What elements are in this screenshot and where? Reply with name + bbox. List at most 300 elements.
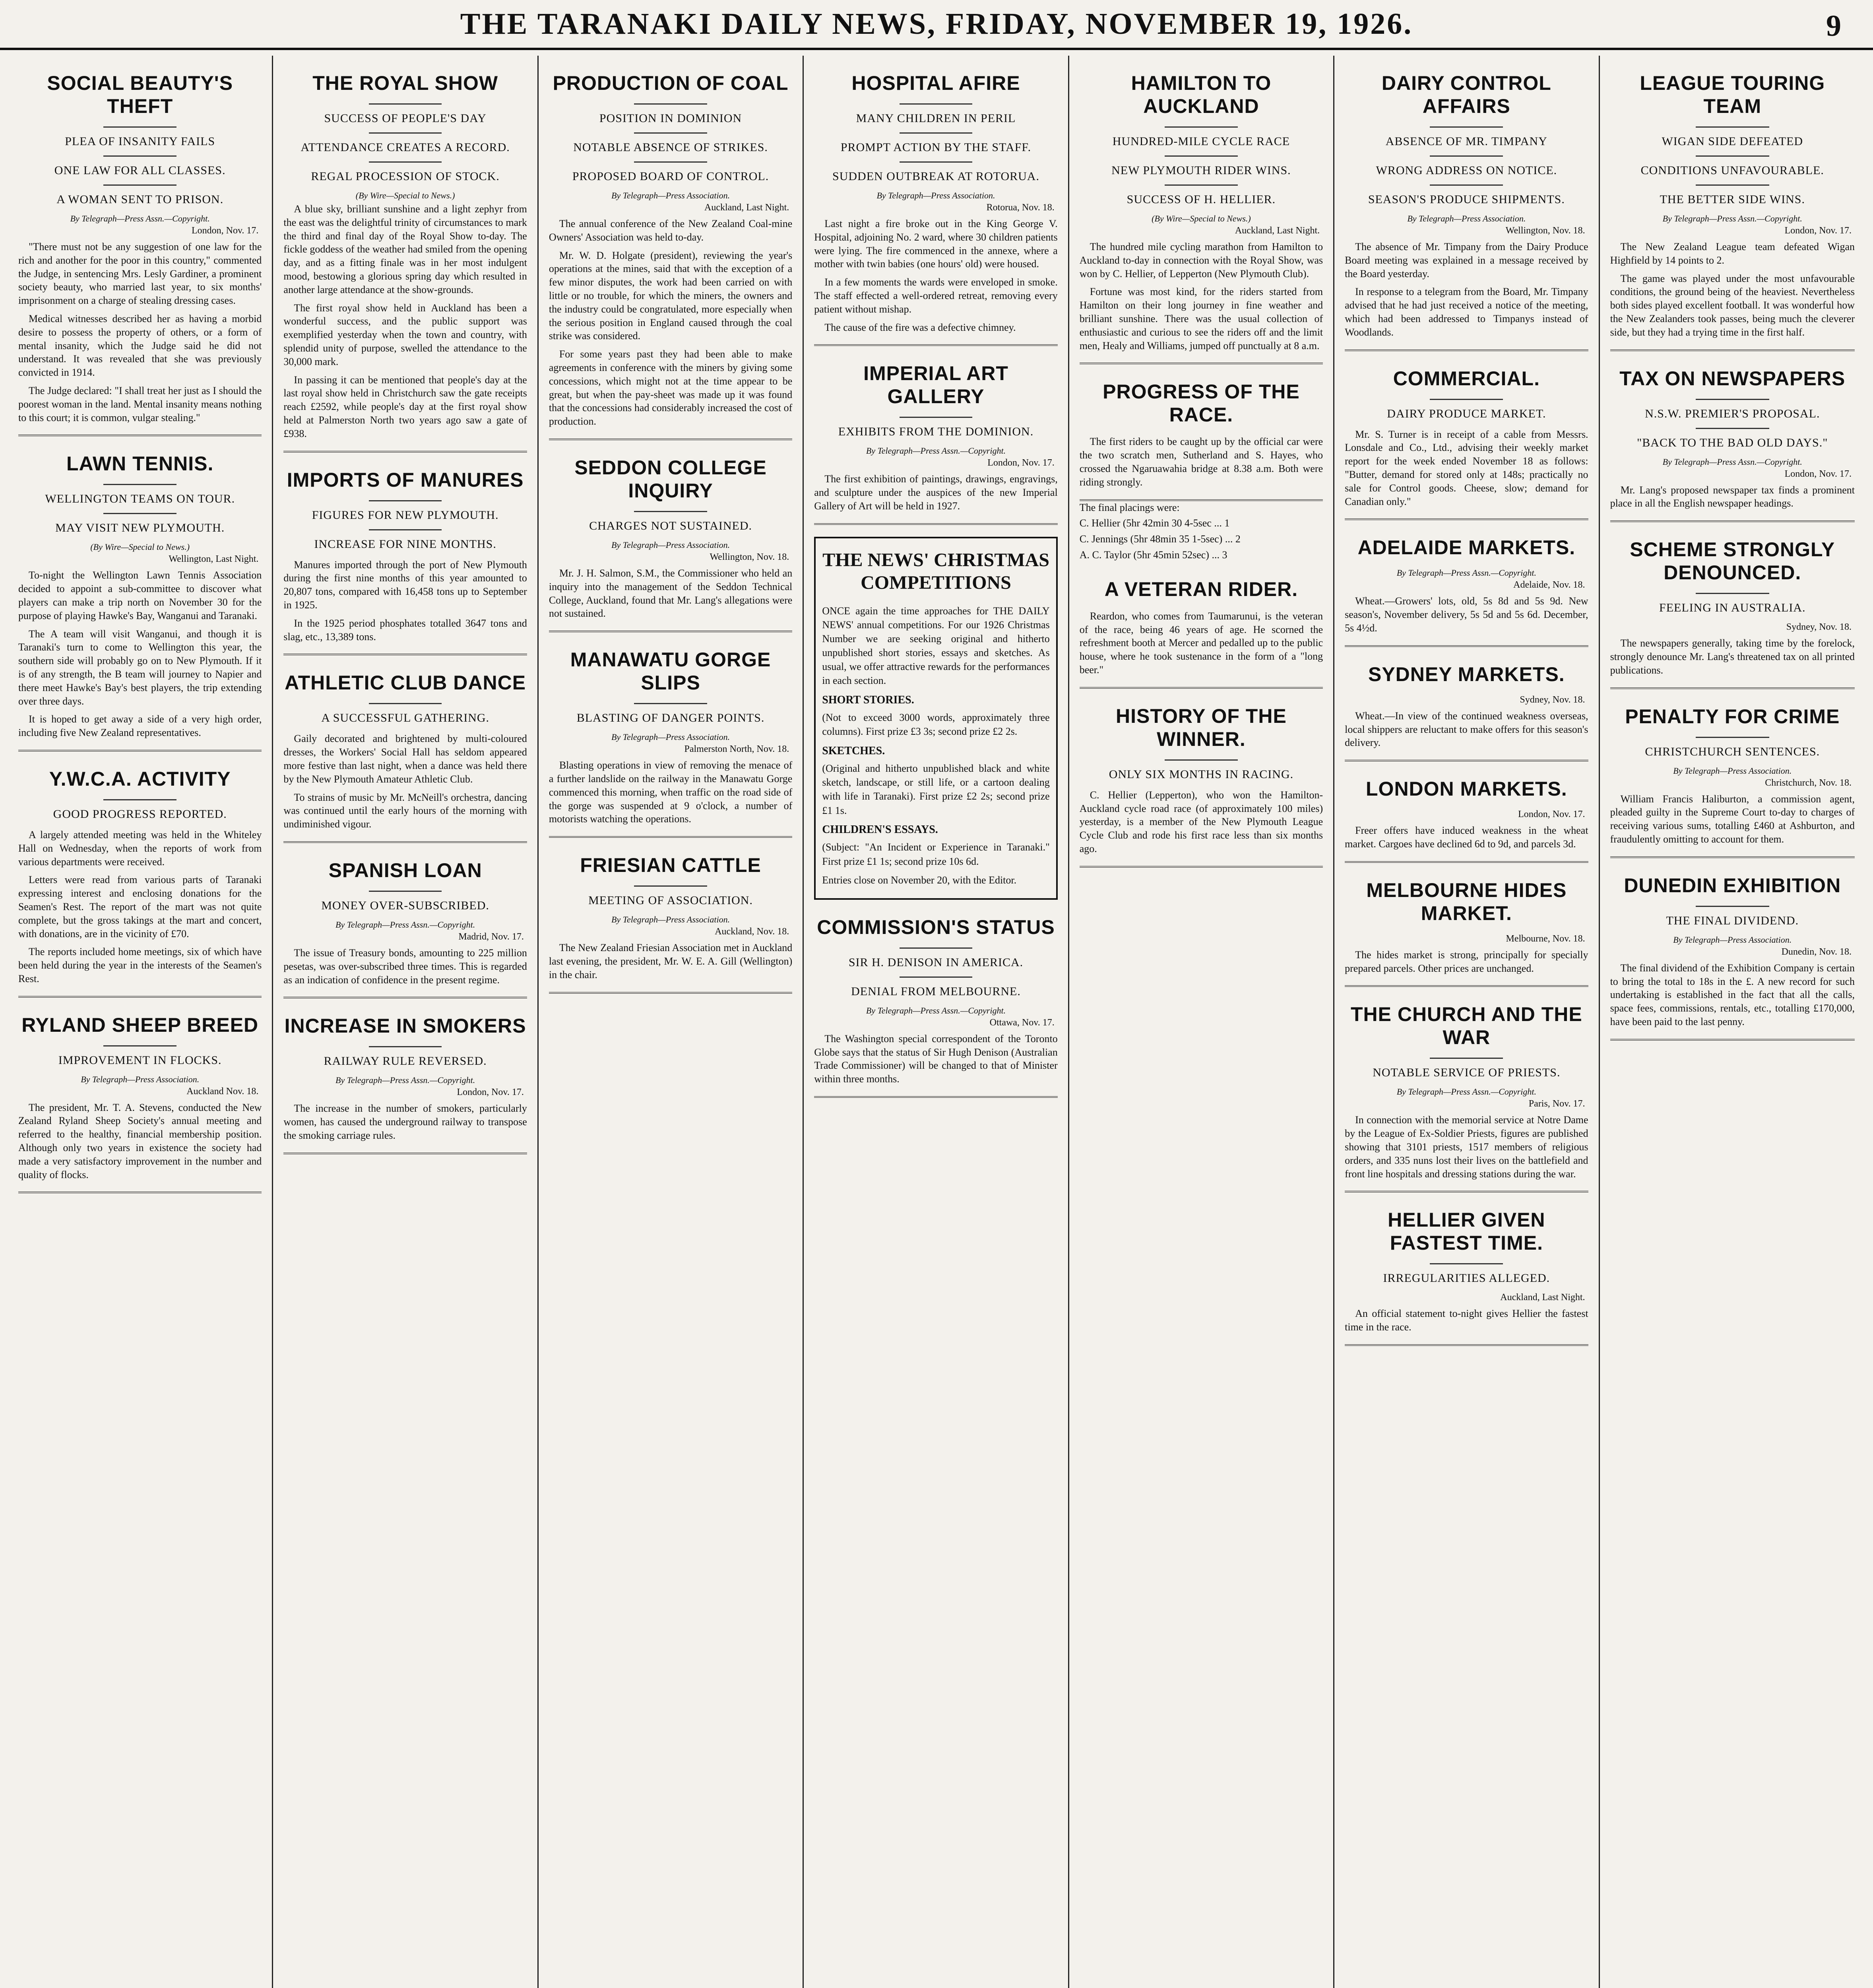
article-body bbox=[283, 946, 527, 986]
paragraph: Mr. J. H. Salmon, S.M., the Commissioner who held an inquiry into the management of the Seddon Technical College, Auckland, found that Mr. Lang's allegations were not sustained. bbox=[549, 567, 793, 619]
wire-credit: By Telegraph—Press Association. bbox=[611, 190, 730, 200]
column-divider bbox=[1080, 866, 1323, 868]
article-body bbox=[814, 217, 1057, 334]
article bbox=[283, 468, 527, 656]
article-body bbox=[1080, 240, 1323, 352]
paragraph: A blue sky, brilliant sunshine and a light zephyr from the east was the delightful trinity of circumstances to mark the third and final day of the Royal Show to-day. The fickle goddess of the weather had smiled from the opening day, and as a fitting finale was in her most indulgent mood, bestowing a glorious spring day which resulted in another large attendance at the show-grounds. bbox=[283, 203, 527, 295]
article-headline: LEAGUE TOURING TEAM bbox=[1640, 72, 1825, 117]
divider-rule bbox=[103, 1045, 176, 1046]
divider-rule bbox=[369, 500, 442, 501]
article-headline: DUNEDIN EXHIBITION bbox=[1624, 874, 1841, 897]
article bbox=[814, 916, 1057, 1098]
article-headline: INCREASE IN SMOKERS bbox=[284, 1015, 526, 1037]
article-subheading: PLEA OF INSANITY FAILS bbox=[65, 135, 215, 148]
article bbox=[549, 854, 792, 993]
paragraph: The reports included home meetings, six of which have been held during the year in the interests of the Seamen's Rest. bbox=[18, 946, 262, 984]
article bbox=[1610, 705, 1855, 858]
article bbox=[549, 648, 792, 838]
paragraph: Wheat.—Growers' lots, old, 5s 8d and 5s 9d. New season's, November delivery, 5s 5d and 5s 6d. December, 5s 4½d. bbox=[1345, 595, 1588, 634]
divider-rule bbox=[103, 184, 176, 186]
paragraph: In connection with the memorial service at Notre Dame by the League of Ex-Soldier Priests, figures are published showing that 3101 priests, 1517 members of religious orders, and 335 nuns lost their lives on the battlefield and front line hospitals and dressing stations during the war. bbox=[1345, 1114, 1588, 1180]
column-divider bbox=[1080, 687, 1323, 689]
article bbox=[1610, 72, 1855, 351]
article-subheading: HUNDRED-MILE CYCLE RACE bbox=[1112, 135, 1290, 148]
divider-rule bbox=[1696, 593, 1769, 594]
article bbox=[1080, 72, 1323, 364]
paragraph: The Washington special correspondent of the Toronto Globe says that the status of Sir Hugh Denison (Australian Trade Commissioner) will be changed to that of Minister within three months. bbox=[814, 1033, 1058, 1085]
dateline: Melbourne, Nov. 18. bbox=[1506, 933, 1585, 944]
article-subheading: ONLY SIX MONTHS IN RACING. bbox=[1109, 767, 1294, 781]
article-subheading: THE FINAL DIVIDEND. bbox=[1666, 914, 1799, 927]
column-divider bbox=[814, 1096, 1057, 1098]
article bbox=[1345, 663, 1588, 761]
column-divider bbox=[283, 1153, 527, 1154]
divider-rule bbox=[103, 126, 176, 128]
article-body bbox=[18, 1101, 262, 1182]
article-headline: FRIESIAN CATTLE bbox=[580, 854, 761, 877]
divider-rule bbox=[369, 161, 442, 163]
article-subheading: BLASTING OF DANGER POINTS. bbox=[576, 711, 765, 725]
divider-rule bbox=[634, 132, 707, 134]
column-divider bbox=[549, 992, 792, 994]
results-heading: The final placings were: bbox=[1079, 501, 1180, 513]
newspaper-column bbox=[804, 56, 1069, 1988]
wire-credit: By Telegraph—Press Association. bbox=[1673, 765, 1792, 776]
dateline: Dunedin, Nov. 18. bbox=[1781, 946, 1852, 957]
article-headline: MELBOURNE HIDES MARKET. bbox=[1366, 879, 1567, 924]
article bbox=[1610, 874, 1855, 1041]
article-subheading: NOTABLE SERVICE OF PRIESTS. bbox=[1373, 1066, 1561, 1079]
dateline: London, Nov. 17. bbox=[987, 458, 1055, 468]
article-subheading: EXHIBITS FROM THE DOMINION. bbox=[838, 425, 1034, 439]
article-headline: LONDON MARKETS. bbox=[1366, 778, 1567, 800]
article-body bbox=[1345, 709, 1588, 749]
divider-rule bbox=[900, 161, 973, 163]
divider-rule bbox=[1696, 906, 1769, 907]
column-divider bbox=[1610, 687, 1855, 689]
dateline: Auckland, Last Night. bbox=[1500, 1292, 1585, 1303]
paragraph: C. Hellier (Lepperton), who won the Hamilton-Auckland cycle road race (of approximately 100 miles) yesterday, is a member of the New Plymouth League Cycle Club and rode his first race less than six months ago. bbox=[1079, 789, 1323, 854]
results-row: C. Hellier (5hr 42min 30 4-5sec ... 1 bbox=[1079, 517, 1230, 529]
paragraph: Manures imported through the port of New Plymouth during the first nine months of this year amounted to 20,807 tons, compared with 16,458 tons up to September in 1925. bbox=[283, 559, 527, 611]
results-row: A. C. Taylor (5hr 45min 52sec) ... 3 bbox=[1079, 549, 1227, 561]
article-body bbox=[814, 472, 1057, 513]
advert-intro: ONCE again the time approaches for THE DAILY NEWS' annual competitions. For our 1926 Christmas Number we are seeking original and hitherto unpublished short stories, essays and sketches. As usual, we offer attractive rewards for the performances in each section. bbox=[822, 605, 1050, 687]
article bbox=[1080, 380, 1323, 501]
column-divider bbox=[1345, 861, 1588, 863]
article-body bbox=[1345, 240, 1588, 339]
divider-rule bbox=[103, 513, 176, 514]
divider-rule bbox=[634, 161, 707, 163]
article bbox=[1345, 72, 1588, 351]
column-divider bbox=[1610, 349, 1855, 351]
article-headline: HAMILTON TO AUCKLAND bbox=[1131, 72, 1272, 117]
divider-rule bbox=[103, 155, 176, 157]
paragraph: The A team will visit Wanganui, and though it is Taranaki's turn to come to Wellington this year, the southern side will probably go on to New Plymouth. If it is of any strength, the B team will journey to Napier and there meet Hawke's Bay's best players, the trip extending over three days. bbox=[18, 628, 262, 707]
divider-rule bbox=[1696, 126, 1769, 128]
article-headline: HISTORY OF THE WINNER. bbox=[1116, 705, 1287, 750]
dateline: Auckland, Last Night. bbox=[704, 202, 789, 213]
paragraph: "There must not be any suggestion of one law for the rich and another for the poor in this country," commented the Judge, in sentencing Mrs. Lesly Gardiner, a prominent society beauty, who married last year, to six months' imprisonment on a charge of stealing dressing cases. bbox=[18, 241, 262, 307]
paragraph: The first exhibition of paintings, drawings, engravings, and sculpture under the auspices of the new Imperial Gallery of Art will be held in 1927. bbox=[814, 473, 1058, 512]
page-number: 9 bbox=[1826, 9, 1841, 43]
article bbox=[1345, 777, 1588, 863]
divider-rule bbox=[1430, 1058, 1503, 1059]
article bbox=[549, 72, 792, 440]
article-subheading: FEELING IN AUSTRALIA. bbox=[1659, 601, 1806, 615]
article bbox=[1345, 367, 1588, 520]
column-divider bbox=[549, 836, 792, 838]
masthead bbox=[0, 0, 1873, 50]
divider-rule bbox=[369, 103, 442, 105]
dateline: Adelaide, Nov. 18. bbox=[1513, 580, 1585, 590]
article-body bbox=[814, 1032, 1057, 1086]
divider-rule bbox=[900, 132, 973, 134]
column-divider bbox=[283, 654, 527, 655]
dateline: Palmerston North, Nov. 18. bbox=[684, 744, 789, 755]
article-body bbox=[1610, 240, 1855, 339]
article-subheading: CHRISTCHURCH SENTENCES. bbox=[1645, 745, 1820, 758]
article-subheading: INCREASE FOR NINE MONTHS. bbox=[314, 537, 496, 551]
paragraph: Freer offers have induced weakness in the wheat market. Cargoes have declined 6d to 9d, and parcels 3d. bbox=[1345, 825, 1588, 850]
paragraph: In passing it can be mentioned that people's day at the last royal show held in Christchurch saw the gate receipts reach £2592, while people's day at the first royal show held at Palmerston North two years ago saw a gate of £938. bbox=[283, 374, 527, 439]
article-headline: PRODUCTION OF COAL bbox=[553, 72, 789, 94]
article bbox=[1345, 536, 1588, 646]
wire-credit: By Telegraph—Press Association. bbox=[876, 190, 995, 200]
divider-rule bbox=[900, 103, 973, 105]
dateline: Sydney, Nov. 18. bbox=[1786, 622, 1852, 633]
article-body bbox=[549, 567, 792, 620]
article-body bbox=[283, 1102, 527, 1142]
article-subheading: IRREGULARITIES ALLEGED. bbox=[1383, 1272, 1550, 1285]
article-headline: ADELAIDE MARKETS. bbox=[1357, 536, 1576, 559]
divider-rule bbox=[369, 132, 442, 134]
article-subheading: REGAL PROCESSION OF STOCK. bbox=[311, 170, 500, 183]
article-body bbox=[18, 569, 262, 740]
column-divider bbox=[18, 1192, 262, 1193]
article-subheading: PROMPT ACTION BY THE STAFF. bbox=[840, 141, 1032, 154]
divider-rule bbox=[1696, 155, 1769, 157]
dateline: Ottawa, Nov. 17. bbox=[989, 1017, 1055, 1028]
divider-rule bbox=[900, 417, 973, 418]
article-subheading: SUCCESS OF H. HELLIER. bbox=[1127, 193, 1276, 206]
paragraph: The first royal show held in Auckland has been a wonderful success, and the public support was exemplified yesterday when the town and country, with splendid unity of purpose, swelled the attendance to the 30,000 mark. bbox=[283, 302, 527, 367]
article-subheading: PROPOSED BOARD OF CONTROL. bbox=[572, 170, 769, 183]
divider-rule bbox=[634, 703, 707, 704]
paragraph: The hides market is strong, principally for specially prepared parcels. Other prices are unchanged. bbox=[1345, 949, 1588, 974]
article bbox=[18, 1013, 262, 1194]
paragraph: Mr. Lang's proposed newspaper tax finds a prominent place in all the English newspaper headings. bbox=[1610, 484, 1855, 509]
article-subheading: ATTENDANCE CREATES A RECORD. bbox=[301, 141, 510, 154]
article-body bbox=[1345, 1113, 1588, 1180]
paragraph: A largely attended meeting was held in the Whiteley Hall on Wednesday, when the reports of work from various departments were received. bbox=[18, 829, 262, 868]
paragraph: Gaily decorated and brightened by multi-coloured dresses, the Workers' Social Hall has seldom appeared more festive than last night, when a dance was held there by the New Plymouth Amateur Athletic Club. bbox=[283, 733, 527, 785]
article-headline: THE ROYAL SHOW bbox=[312, 72, 498, 94]
article-body bbox=[18, 240, 262, 424]
divider-rule bbox=[634, 103, 707, 105]
dateline: London, Nov. 17. bbox=[191, 225, 259, 236]
paragraph: An official statement to-night gives Hellier the fastest time in the race. bbox=[1345, 1308, 1588, 1333]
article-body bbox=[549, 217, 792, 428]
article-headline: Y.W.C.A. ACTIVITY bbox=[49, 767, 231, 790]
race-results bbox=[1080, 501, 1323, 562]
dateline: Sydney, Nov. 18. bbox=[1520, 694, 1585, 705]
article-headline: SOCIAL BEAUTY'S THEFT bbox=[47, 72, 233, 117]
divider-rule bbox=[900, 947, 973, 949]
article-body bbox=[283, 558, 527, 644]
column-divider bbox=[814, 523, 1057, 525]
divider-rule bbox=[1430, 126, 1503, 128]
article bbox=[283, 859, 527, 998]
wire-credit: By Telegraph—Press Assn.—Copyright. bbox=[70, 214, 210, 223]
column-divider bbox=[1345, 349, 1588, 351]
article-headline: TAX ON NEWSPAPERS bbox=[1619, 367, 1846, 390]
paragraph: Letters were read from various parts of Taranaki expressing interest and enclosing donations for the Seamen's Rest. The report of the mart was not quite complete, but the gross takings at the mart and concert, with donations, are in the vicinity of £70. bbox=[18, 874, 262, 940]
article-subheading: WELLINGTON TEAMS ON TOUR. bbox=[45, 492, 235, 506]
article-subheading: A SUCCESSFUL GATHERING. bbox=[321, 711, 490, 725]
article bbox=[1080, 705, 1323, 868]
article-headline: DAIRY CONTROL AFFAIRS bbox=[1381, 72, 1551, 117]
article bbox=[1345, 1208, 1588, 1346]
article-body bbox=[1610, 637, 1855, 677]
wire-credit: By Telegraph—Press Assn.—Copyright. bbox=[1396, 568, 1536, 578]
article bbox=[18, 767, 262, 998]
paragraph: The newspapers generally, taking time by the forelock, strongly denounce Mr. Lang's threatened tax on all printed publications. bbox=[1610, 637, 1855, 676]
article-headline: SPANISH LOAN bbox=[328, 859, 482, 881]
article-subheading: CHARGES NOT SUSTAINED. bbox=[589, 519, 752, 532]
dateline: Auckland Nov. 18. bbox=[186, 1086, 259, 1097]
article-subheading: WIGAN SIDE DEFEATED bbox=[1662, 135, 1803, 148]
divider-rule bbox=[900, 977, 973, 978]
article-subheading: ONE LAW FOR ALL CLASSES. bbox=[54, 164, 226, 177]
article-headline: COMMERCIAL. bbox=[1393, 367, 1540, 390]
article-subheading: SUDDEN OUTBREAK AT ROTORUA. bbox=[832, 170, 1039, 183]
article-subheading: ABSENCE OF MR. TIMPANY bbox=[1385, 135, 1547, 148]
paragraph: The New Zealand League team defeated Wigan Highfield by 14 points to 2. bbox=[1610, 241, 1855, 266]
article-subheading: DENIAL FROM MELBOURNE. bbox=[851, 984, 1021, 998]
advert-section-text: (Subject: "An Incident or Experience in Taranaki." First prize £1 1s; second prize 10s 6d. bbox=[822, 841, 1050, 867]
paragraph: The president, Mr. T. A. Stevens, conducted the New Zealand Ryland Sheep Society's annual meeting and referred to the healthy, financial membership position. Although only two years in existence the society had made a very satisfactory improvement in the number and quality of flocks. bbox=[18, 1101, 262, 1180]
article-headline: SYDNEY MARKETS. bbox=[1368, 663, 1565, 685]
divider-rule bbox=[1430, 1263, 1503, 1264]
article-subheading: SEASON'S PRODUCE SHIPMENTS. bbox=[1368, 193, 1565, 206]
paragraph: The first riders to be caught up by the official car were the two scratch men, Sutherland and S. Hayes, who crossed the Ngaruawahia bridge at 8.38 a.m. Both were riding strongly. bbox=[1079, 436, 1323, 488]
wire-credit: By Telegraph—Press Assn.—Copyright. bbox=[1396, 1087, 1536, 1097]
article bbox=[1610, 538, 1855, 689]
article-subheading: RAILWAY RULE REVERSED. bbox=[324, 1054, 487, 1068]
paragraph: The issue of Treasury bonds, amounting to 225 million pesetas, was over-subscribed three times. This is regarded as an indication of confidence in the present regime. bbox=[283, 947, 527, 986]
wire-credit: By Telegraph—Press Assn.—Copyright. bbox=[866, 1005, 1006, 1015]
dateline: Wellington, Nov. 18. bbox=[710, 551, 789, 562]
column-divider bbox=[814, 344, 1057, 346]
article-body bbox=[283, 202, 527, 441]
column-divider bbox=[1345, 1191, 1588, 1192]
divider-rule bbox=[1165, 126, 1238, 128]
column-divider bbox=[1610, 1039, 1855, 1041]
article-body bbox=[549, 941, 792, 981]
article-subheading: DAIRY PRODUCE MARKET. bbox=[1387, 407, 1546, 420]
column-divider bbox=[283, 841, 527, 843]
wire-credit: (By Wire—Special to News.) bbox=[355, 190, 455, 200]
dateline: London, Nov. 17. bbox=[1518, 809, 1585, 820]
column-divider bbox=[549, 631, 792, 632]
article-headline: IMPORTS OF MANURES bbox=[287, 468, 524, 491]
dateline: Rotorua, Nov. 18. bbox=[986, 202, 1055, 213]
article-subheading: "BACK TO THE BAD OLD DAYS." bbox=[1637, 436, 1828, 449]
paragraph: The hundred mile cycling marathon from Hamilton to Auckland to-day in connection with the Royal Show, was won by C. Hellier, of Lepperton (New Plymouth Club). bbox=[1079, 241, 1323, 280]
article-subheading: POSITION IN DOMINION bbox=[599, 112, 742, 125]
newspaper-columns bbox=[8, 56, 1865, 1988]
article-headline: IMPERIAL ART GALLERY bbox=[863, 362, 1008, 408]
column-divider bbox=[283, 997, 527, 998]
divider-rule bbox=[1165, 184, 1238, 186]
wire-credit: By Telegraph—Press Association. bbox=[1407, 214, 1526, 223]
column-divider bbox=[18, 996, 262, 998]
divider-rule bbox=[1696, 184, 1769, 186]
paragraph: For some years past they had been able to make agreements in conference with the miners by giving some concessions, which might not at the time appear to be great, but when the pay-sheet was made up it was found that the concessions had considerably increased the cost of production. bbox=[549, 348, 793, 427]
wire-credit: By Telegraph—Press Assn.—Copyright. bbox=[1662, 456, 1802, 467]
paragraph: Medical witnesses described her as having a morbid desire to possess the property of others, or a form of mental insanity, which the Judge said he did not understand. It was revealed that she was previously convicted in 1914. bbox=[18, 313, 262, 379]
article bbox=[1345, 1003, 1588, 1192]
paragraph: Wheat.—In view of the continued weakness overseas, local shippers are reluctant to make offers for this season's delivery. bbox=[1345, 710, 1588, 749]
column-divider bbox=[1080, 363, 1323, 364]
article-subheading: NOTABLE ABSENCE OF STRIKES. bbox=[573, 141, 768, 154]
competition-advert bbox=[814, 537, 1057, 900]
divider-rule bbox=[369, 703, 442, 704]
column-divider bbox=[18, 750, 262, 751]
paragraph: To-night the Wellington Lawn Tennis Association decided to appoint a sub-committee to discover what players can make a trip north on November 30 for the purpose of playing Hawke's Bay, Wanganui and Taranaki. bbox=[18, 569, 262, 621]
dateline: Paris, Nov. 17. bbox=[1528, 1099, 1585, 1109]
article-headline: SCHEME STRONGLY DENOUNCED. bbox=[1630, 538, 1835, 584]
paragraph: Blasting operations in view of removing the menace of a further landslide on the railway in the Manawatu Gorge commenced this morning, when traffic on the road side of the gorge was suspended at 9 o'clock, a number of motorists watching the operations. bbox=[549, 759, 793, 825]
article-headline: LAWN TENNIS. bbox=[66, 452, 214, 475]
divider-rule bbox=[1430, 155, 1503, 157]
article-subheading: SUCCESS OF PEOPLE'S DAY bbox=[324, 112, 487, 125]
article-body bbox=[1345, 1307, 1588, 1334]
article bbox=[283, 72, 527, 452]
wire-credit: (By Wire—Special to News.) bbox=[1152, 214, 1251, 223]
paragraph: Mr. S. Turner is in receipt of a cable from Messrs. Lonsdale and Co., Ltd., advising their weekly market report for the week ended November 18 as follows: "Butter, demand for stored only at 148s; practically no sale for Control goods. Cheese, slow; demand for Canadian only." bbox=[1345, 428, 1588, 507]
article bbox=[1610, 367, 1855, 522]
divider-rule bbox=[369, 529, 442, 530]
column-divider bbox=[1345, 760, 1588, 761]
dateline: Christchurch, Nov. 18. bbox=[1765, 777, 1852, 788]
divider-rule bbox=[1430, 399, 1503, 400]
paragraph: The cause of the fire was a defective chimney. bbox=[824, 321, 1016, 333]
divider-rule bbox=[1430, 184, 1503, 186]
article-body bbox=[1610, 483, 1855, 511]
article-body bbox=[1610, 961, 1855, 1029]
wire-credit: By Telegraph—Press Association. bbox=[1673, 934, 1792, 945]
dateline: London, Nov. 17. bbox=[1784, 468, 1852, 479]
article bbox=[549, 456, 792, 632]
advert-section-label: CHILDREN'S ESSAYS. bbox=[822, 823, 938, 836]
article-subheading: SIR H. DENISON IN AMERICA. bbox=[848, 955, 1024, 969]
article-headline: RYLAND SHEEP BREED bbox=[21, 1013, 259, 1036]
newspaper-column bbox=[1334, 56, 1600, 1988]
paragraph: Reardon, who comes from Taumarunui, is the veteran of the race, being 46 years of age. He scorned the refreshment booth at Mercer and pedalled up to the public house, where he took sustenance in the form of a "long beer." bbox=[1079, 610, 1323, 676]
paragraph: The game was played under the most unfavourable conditions, the ground being of the heaviest. Nevertheless both sides played excellent football. It was wonderful how the New Zealanders took passes, being much the cleverer side, but they had a trying time in the first half. bbox=[1610, 272, 1855, 338]
article-subheading: MONEY OVER-SUBSCRIBED. bbox=[321, 899, 489, 912]
divider-rule bbox=[103, 799, 176, 800]
advert-closing: Entries close on November 20, with the Editor. bbox=[822, 874, 1017, 886]
paragraph: In response to a telegram from the Board, Mr. Timpany advised that he had just received a notice of the meeting, which had been addressed to Timpanys instead of Woodlands. bbox=[1345, 286, 1588, 338]
paragraph: In a few moments the wards were enveloped in smoke. The staff effected a well-ordered retreat, removing every patient without mishap. bbox=[814, 276, 1058, 315]
article-headline: HELLIER GIVEN FASTEST TIME. bbox=[1388, 1209, 1545, 1254]
dateline: Wellington, Last Night. bbox=[169, 554, 259, 565]
article-subheading: N.S.W. PREMIER'S PROPOSAL. bbox=[1645, 407, 1820, 420]
wire-credit: By Telegraph—Press Association. bbox=[611, 540, 730, 550]
divider-rule bbox=[103, 484, 176, 485]
article-subheading: THE BETTER SIDE WINS. bbox=[1660, 193, 1805, 206]
paragraph: It is hoped to get away a side of a very high order, including five New Zealand representatives. bbox=[18, 713, 262, 739]
dateline: Madrid, Nov. 17. bbox=[458, 931, 524, 942]
newspaper-column bbox=[1600, 56, 1865, 1988]
paragraph: Mr. W. D. Holgate (president), reviewing the year's operations at the mines, said that with the exception of a few minor disputes, the work had been carried on with little or no trouble, for which the miners, the owners and the industry could be congratulated, more especially when the serious position in England caused through the coal strike was considered. bbox=[549, 249, 793, 342]
article-subheading: GOOD PROGRESS REPORTED. bbox=[53, 807, 227, 821]
advert-section-label: SKETCHES. bbox=[822, 744, 885, 757]
advert-section-text: (Not to exceed 3000 words, approximately three columns). First prize £3 3s; second prize £2 2s. bbox=[822, 712, 1050, 738]
article-headline: SEDDON COLLEGE INQUIRY bbox=[574, 456, 767, 502]
paragraph: In the 1925 period phosphates totalled 3647 tons and slag, etc., 13,389 tons. bbox=[283, 617, 527, 643]
article-body bbox=[1080, 435, 1323, 489]
paragraph: The increase in the number of smokers, particularly women, has caused the underground railway to transpose the smoking carriage rules. bbox=[283, 1103, 527, 1141]
divider-rule bbox=[1696, 737, 1769, 738]
advert-section-text: (Original and hitherto unpublished black and white sketch, landscape, or still life, or a cartoon dealing with life in Taranaki). First prize £2 2s; second prize £1 1s. bbox=[822, 763, 1050, 816]
article-subheading: MEETING OF ASSOCIATION. bbox=[588, 894, 753, 907]
column-divider bbox=[1345, 518, 1588, 520]
dateline: Auckland, Last Night. bbox=[1235, 225, 1320, 236]
divider-rule bbox=[634, 885, 707, 887]
paragraph: William Francis Haliburton, a commission agent, pleaded guilty in the Supreme Court to-day to charges of receiving various sums, totalling £460 at Ashburton, and fraudulently omitting to account for them. bbox=[1610, 793, 1855, 845]
column-divider bbox=[1345, 1344, 1588, 1346]
paragraph: Fortune was most kind, for the riders started from Hamilton on their long journey in fine weather and brilliant sunshine. There was the usual collection of enthusiastic and curious to see the riders off and the limit men, Healy and Williams, jumped off punctually at 8 a.m. bbox=[1079, 286, 1323, 351]
article-headline: ATHLETIC CLUB DANCE bbox=[285, 672, 526, 694]
divider-rule bbox=[1165, 759, 1238, 761]
paragraph: The absence of Mr. Timpany from the Dairy Produce Board meeting was explained in a message received by the Board yesterday. bbox=[1345, 241, 1588, 280]
article-headline: THE CHURCH AND THE WAR bbox=[1350, 1003, 1582, 1049]
article-subheading: NEW PLYMOUTH RIDER WINS. bbox=[1111, 164, 1291, 177]
paragraph: The final dividend of the Exhibition Company is certain to bring the total to 18s in the £. A new record for such undertaking is established in the fact that all the calls, space fees, commissions, rentals, etc., totalling £170,000, have been paid to the last penny. bbox=[1610, 962, 1855, 1027]
article-body bbox=[549, 759, 792, 826]
newspaper-column bbox=[1069, 56, 1334, 1988]
dateline: London, Nov. 17. bbox=[1784, 225, 1852, 236]
divider-rule bbox=[1696, 399, 1769, 400]
divider-rule bbox=[634, 511, 707, 512]
article-headline: MANAWATU GORGE SLIPS bbox=[570, 648, 771, 694]
wire-credit: By Telegraph—Press Association. bbox=[611, 914, 730, 925]
article-body bbox=[1345, 594, 1588, 635]
article-body bbox=[283, 732, 527, 831]
article-body bbox=[1610, 792, 1855, 846]
article bbox=[283, 671, 527, 843]
paragraph: The annual conference of the New Zealand Coal-mine Owners' Association was held to-day. bbox=[549, 218, 793, 243]
divider-rule bbox=[1165, 155, 1238, 157]
newspaper-column bbox=[8, 56, 273, 1988]
divider-rule bbox=[369, 1046, 442, 1047]
article bbox=[18, 452, 262, 751]
article bbox=[814, 72, 1057, 346]
paragraph: The New Zealand Friesian Association met in Auckland last evening, the president, Mr. W. E. A. Gill (Wellington) in the chair. bbox=[549, 942, 793, 980]
newspaper-column bbox=[273, 56, 538, 1988]
results-row: C. Jennings (5hr 48min 35 1-5sec) ... 2 bbox=[1079, 533, 1241, 545]
article-body bbox=[1345, 824, 1588, 851]
article bbox=[283, 1014, 527, 1154]
article-body bbox=[18, 828, 262, 986]
advert-section-label: SHORT STORIES. bbox=[822, 693, 914, 706]
dateline: Wellington, Nov. 18. bbox=[1505, 225, 1585, 236]
article-headline: PENALTY FOR CRIME bbox=[1625, 705, 1840, 728]
